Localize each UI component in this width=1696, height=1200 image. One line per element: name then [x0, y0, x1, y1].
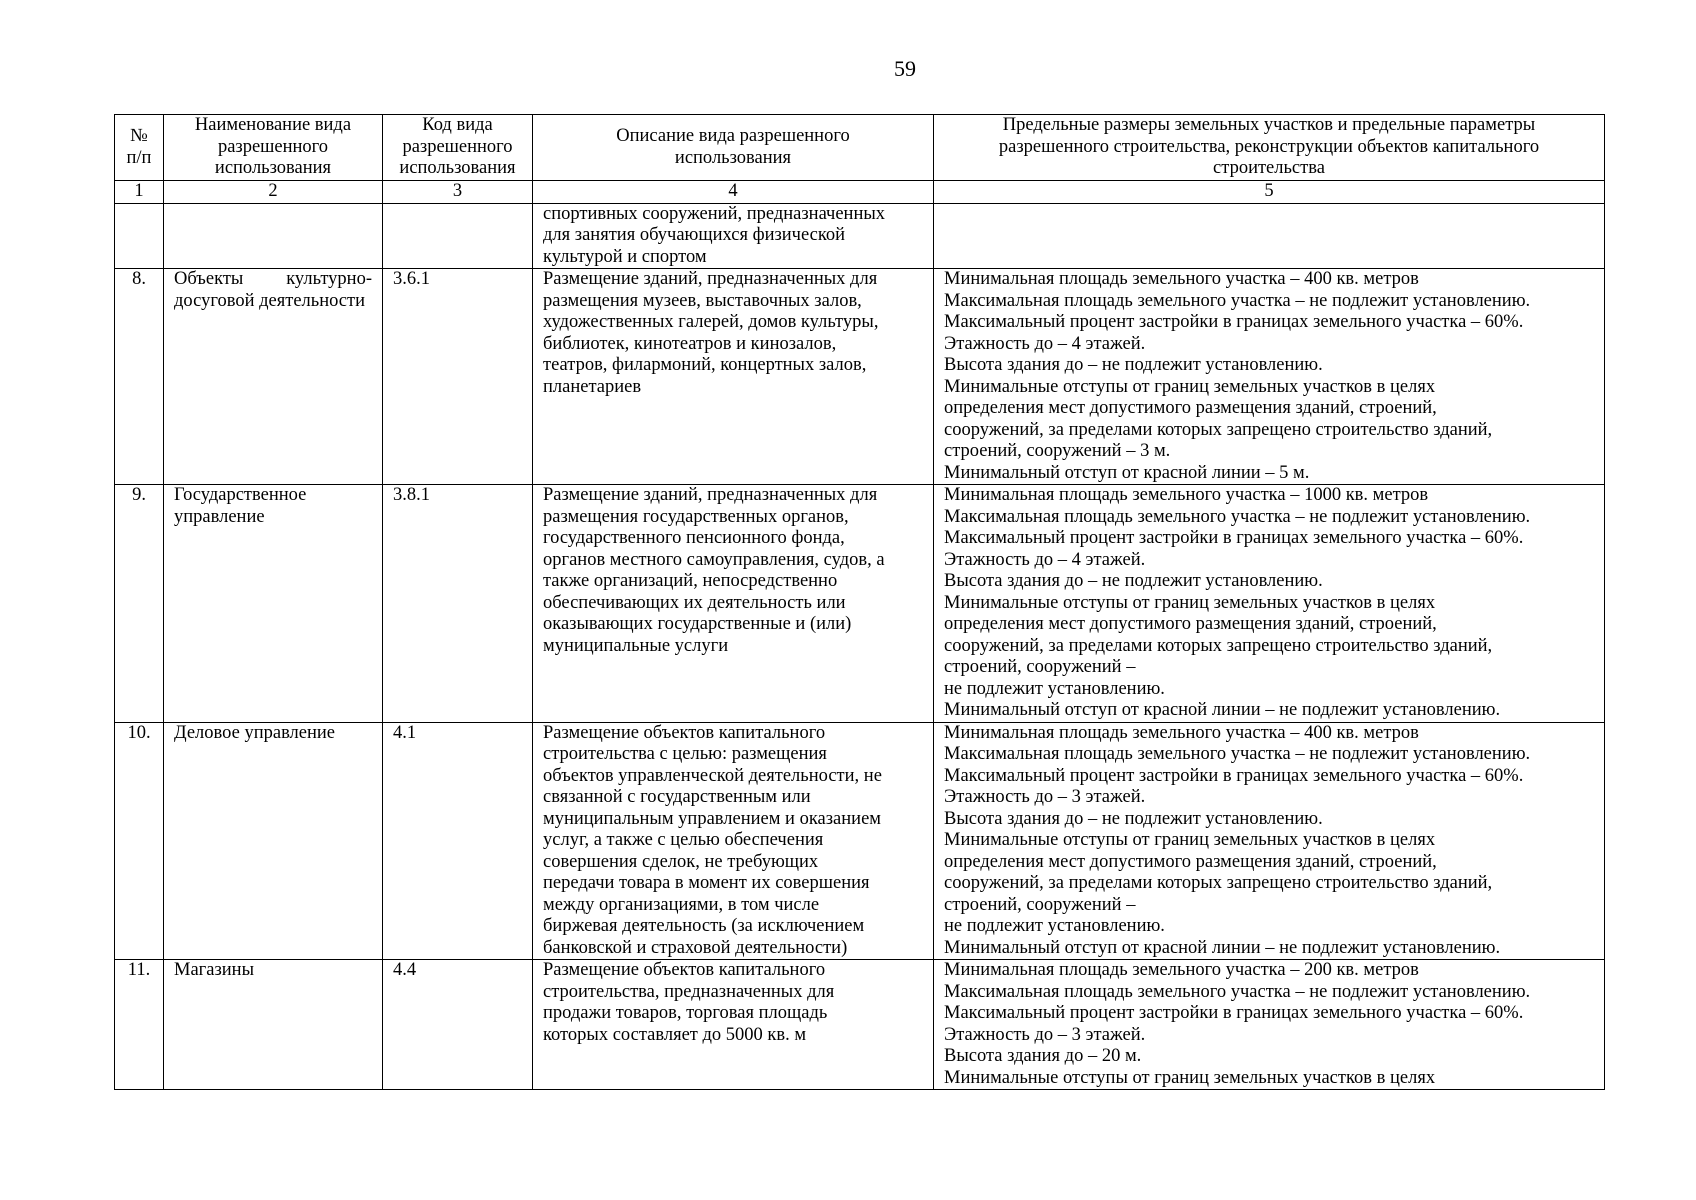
row-number: [115, 203, 164, 269]
param-line: Минимальный отступ от красной линии – не подлежит установлению.: [944, 937, 1501, 958]
limit-params: [934, 203, 1605, 269]
param-line: Максимальная площадь земельного участка – не подлежит установлению.: [944, 506, 1531, 527]
param-line: Минимальный отступ от красной линии – 5 м.: [944, 462, 1310, 483]
param-line: Минимальная площадь земельного участка – 400 кв. метров: [944, 722, 1419, 743]
param-line: Минимальные отступы от границ земельных участков в целях: [944, 592, 1436, 613]
param-line: Высота здания до – не подлежит установлению.: [944, 571, 1323, 591]
param-line: Максимальный процент застройки в границах земельного участка – 60%.: [944, 312, 1524, 332]
column-number: 3: [383, 181, 533, 204]
table-row: [115, 960, 1605, 1090]
use-code: 3.6.1: [383, 269, 533, 485]
param-line: определения мест допустимого размещения зданий, строений,: [944, 398, 1437, 418]
param-line: строений, сооружений –: [944, 894, 1136, 915]
param-line: Минимальная площадь земельного участка – 1000 кв. метров: [944, 485, 1429, 505]
param-line: определения мест допустимого размещения зданий, строений,: [944, 851, 1437, 872]
param-line: Максимальная площадь земельного участка – не подлежит установлению.: [944, 290, 1531, 311]
param-line: Высота здания до – 20 м.: [944, 1046, 1142, 1066]
use-code: [383, 203, 533, 269]
param-line: Минимальная площадь земельного участка – 400 кв. метров: [944, 269, 1419, 289]
param-line: строений, сооружений – 3 м.: [944, 441, 1171, 461]
table-row: [115, 722, 1605, 960]
header-use-name: Наименование вида разрешенного использования: [164, 115, 383, 181]
use-name: Объекты культурно-досуговой деятельности: [164, 269, 383, 485]
limit-params: [934, 722, 1605, 960]
param-line: Максимальный процент застройки в границах земельного участка – 60%.: [944, 765, 1524, 786]
header-limit-params: Предельные размеры земельных участков и предельные параметры разрешенного строительства, реконструкции объектов капитального строительства: [934, 115, 1605, 181]
table-row: [115, 269, 1605, 485]
param-line: Максимальный процент застройки в границах земельного участка – 60%.: [944, 1003, 1524, 1023]
param-line: Максимальная площадь земельного участка – не подлежит установлению.: [944, 981, 1531, 1002]
param-line: Высота здания до – не подлежит установлению.: [944, 355, 1323, 375]
param-line: Минимальная площадь земельного участка – 200 кв. метров: [944, 960, 1419, 980]
limit-params: [934, 485, 1605, 723]
param-line: Минимальный отступ от красной линии – не подлежит установлению.: [944, 700, 1501, 720]
row-number: 8.: [115, 269, 164, 485]
param-line: определения мест допустимого размещения зданий, строений,: [944, 614, 1437, 634]
limit-params: [934, 269, 1605, 485]
header-row: [115, 115, 1605, 181]
use-name: Магазины: [164, 960, 383, 1090]
use-description: Размещение объектов капитального строительства с целью: размещения объектов управленческой деятельности, не связанной с государственным или муниципальным управлением и оказанием услуг, а также с целью обеспечения совершения сделок, не требующих передачи товара в момент их совершения между организациями, в том числе биржевая деятельность (за исключением банковской и страховой деятельности): [533, 722, 934, 960]
column-number: 2: [164, 181, 383, 204]
param-line: не подлежит установлению.: [944, 678, 1165, 699]
use-name: Деловое управление: [164, 722, 383, 960]
column-number: 1: [115, 181, 164, 204]
use-code: 3.8.1: [383, 485, 533, 723]
row-number: 11.: [115, 960, 164, 1090]
page-number: 59: [894, 56, 916, 81]
param-line: Высота здания до – не подлежит установлению.: [944, 808, 1323, 829]
param-line: Максимальный процент застройки в границах земельного участка – 60%.: [944, 528, 1524, 548]
param-line: Этажность до – 4 этажей.: [944, 549, 1146, 570]
param-line: не подлежит установлению.: [944, 916, 1165, 936]
param-line: Этажность до – 4 этажей.: [944, 333, 1146, 354]
param-line: строений, сооружений –: [944, 657, 1136, 677]
permitted-use-table: [114, 114, 1605, 1090]
header-use-description: Описание вида разрешенного использования: [533, 115, 934, 181]
use-description: Размещение зданий, предназначенных для размещения музеев, выставочных залов, художественных галерей, домов культуры, библиотек, кинотеатров и кинозалов, театров, филармоний, концертных залов, планетариев: [533, 269, 934, 485]
use-description: Размещение зданий, предназначенных для размещения государственных органов, государственного пенсионного фонда, органов местного самоуправления, судов, а также организаций, непосредственно обеспечивающих их деятельность или оказывающих государственные и (или) муниципальные услуги: [533, 485, 934, 723]
table-body: [115, 203, 1605, 1090]
param-line: Максимальная площадь земельного участка – не подлежит установлению.: [944, 744, 1531, 764]
use-description: спортивных сооружений, предназначенных для занятия обучающихся физической культурой и спортом: [533, 203, 934, 269]
header-number: № п/п: [115, 115, 164, 181]
param-line: Этажность до – 3 этажей.: [944, 1024, 1146, 1045]
limit-params: [934, 960, 1605, 1090]
row-number: 9.: [115, 485, 164, 723]
param-line: сооружений, за пределами которых запрещено строительство зданий,: [944, 635, 1493, 656]
param-line: сооружений, за пределами которых запрещено строительство зданий,: [944, 873, 1493, 893]
table-row: [115, 203, 1605, 269]
column-number-row: [115, 181, 1605, 204]
param-line: Минимальные отступы от границ земельных участков в целях: [944, 1067, 1436, 1088]
param-line: Минимальные отступы от границ земельных участков в целях: [944, 376, 1436, 397]
param-line: Минимальные отступы от границ земельных участков в целях: [944, 830, 1436, 850]
use-name: [164, 203, 383, 269]
use-code: 4.1: [383, 722, 533, 960]
param-line: Этажность до – 3 этажей.: [944, 787, 1146, 807]
use-name: Государственное управление: [164, 485, 383, 723]
use-description: Размещение объектов капитального строительства, предназначенных для продажи товаров, торговая площадь которых составляет до 5000 кв. м: [533, 960, 934, 1090]
column-number: 4: [533, 181, 934, 204]
column-number: 5: [934, 181, 1605, 204]
use-code: 4.4: [383, 960, 533, 1090]
header-use-code: Код вида разрешенного использования: [383, 115, 533, 181]
param-line: сооружений, за пределами которых запрещено строительство зданий,: [944, 419, 1493, 440]
table-row: [115, 485, 1605, 723]
row-number: 10.: [115, 722, 164, 960]
